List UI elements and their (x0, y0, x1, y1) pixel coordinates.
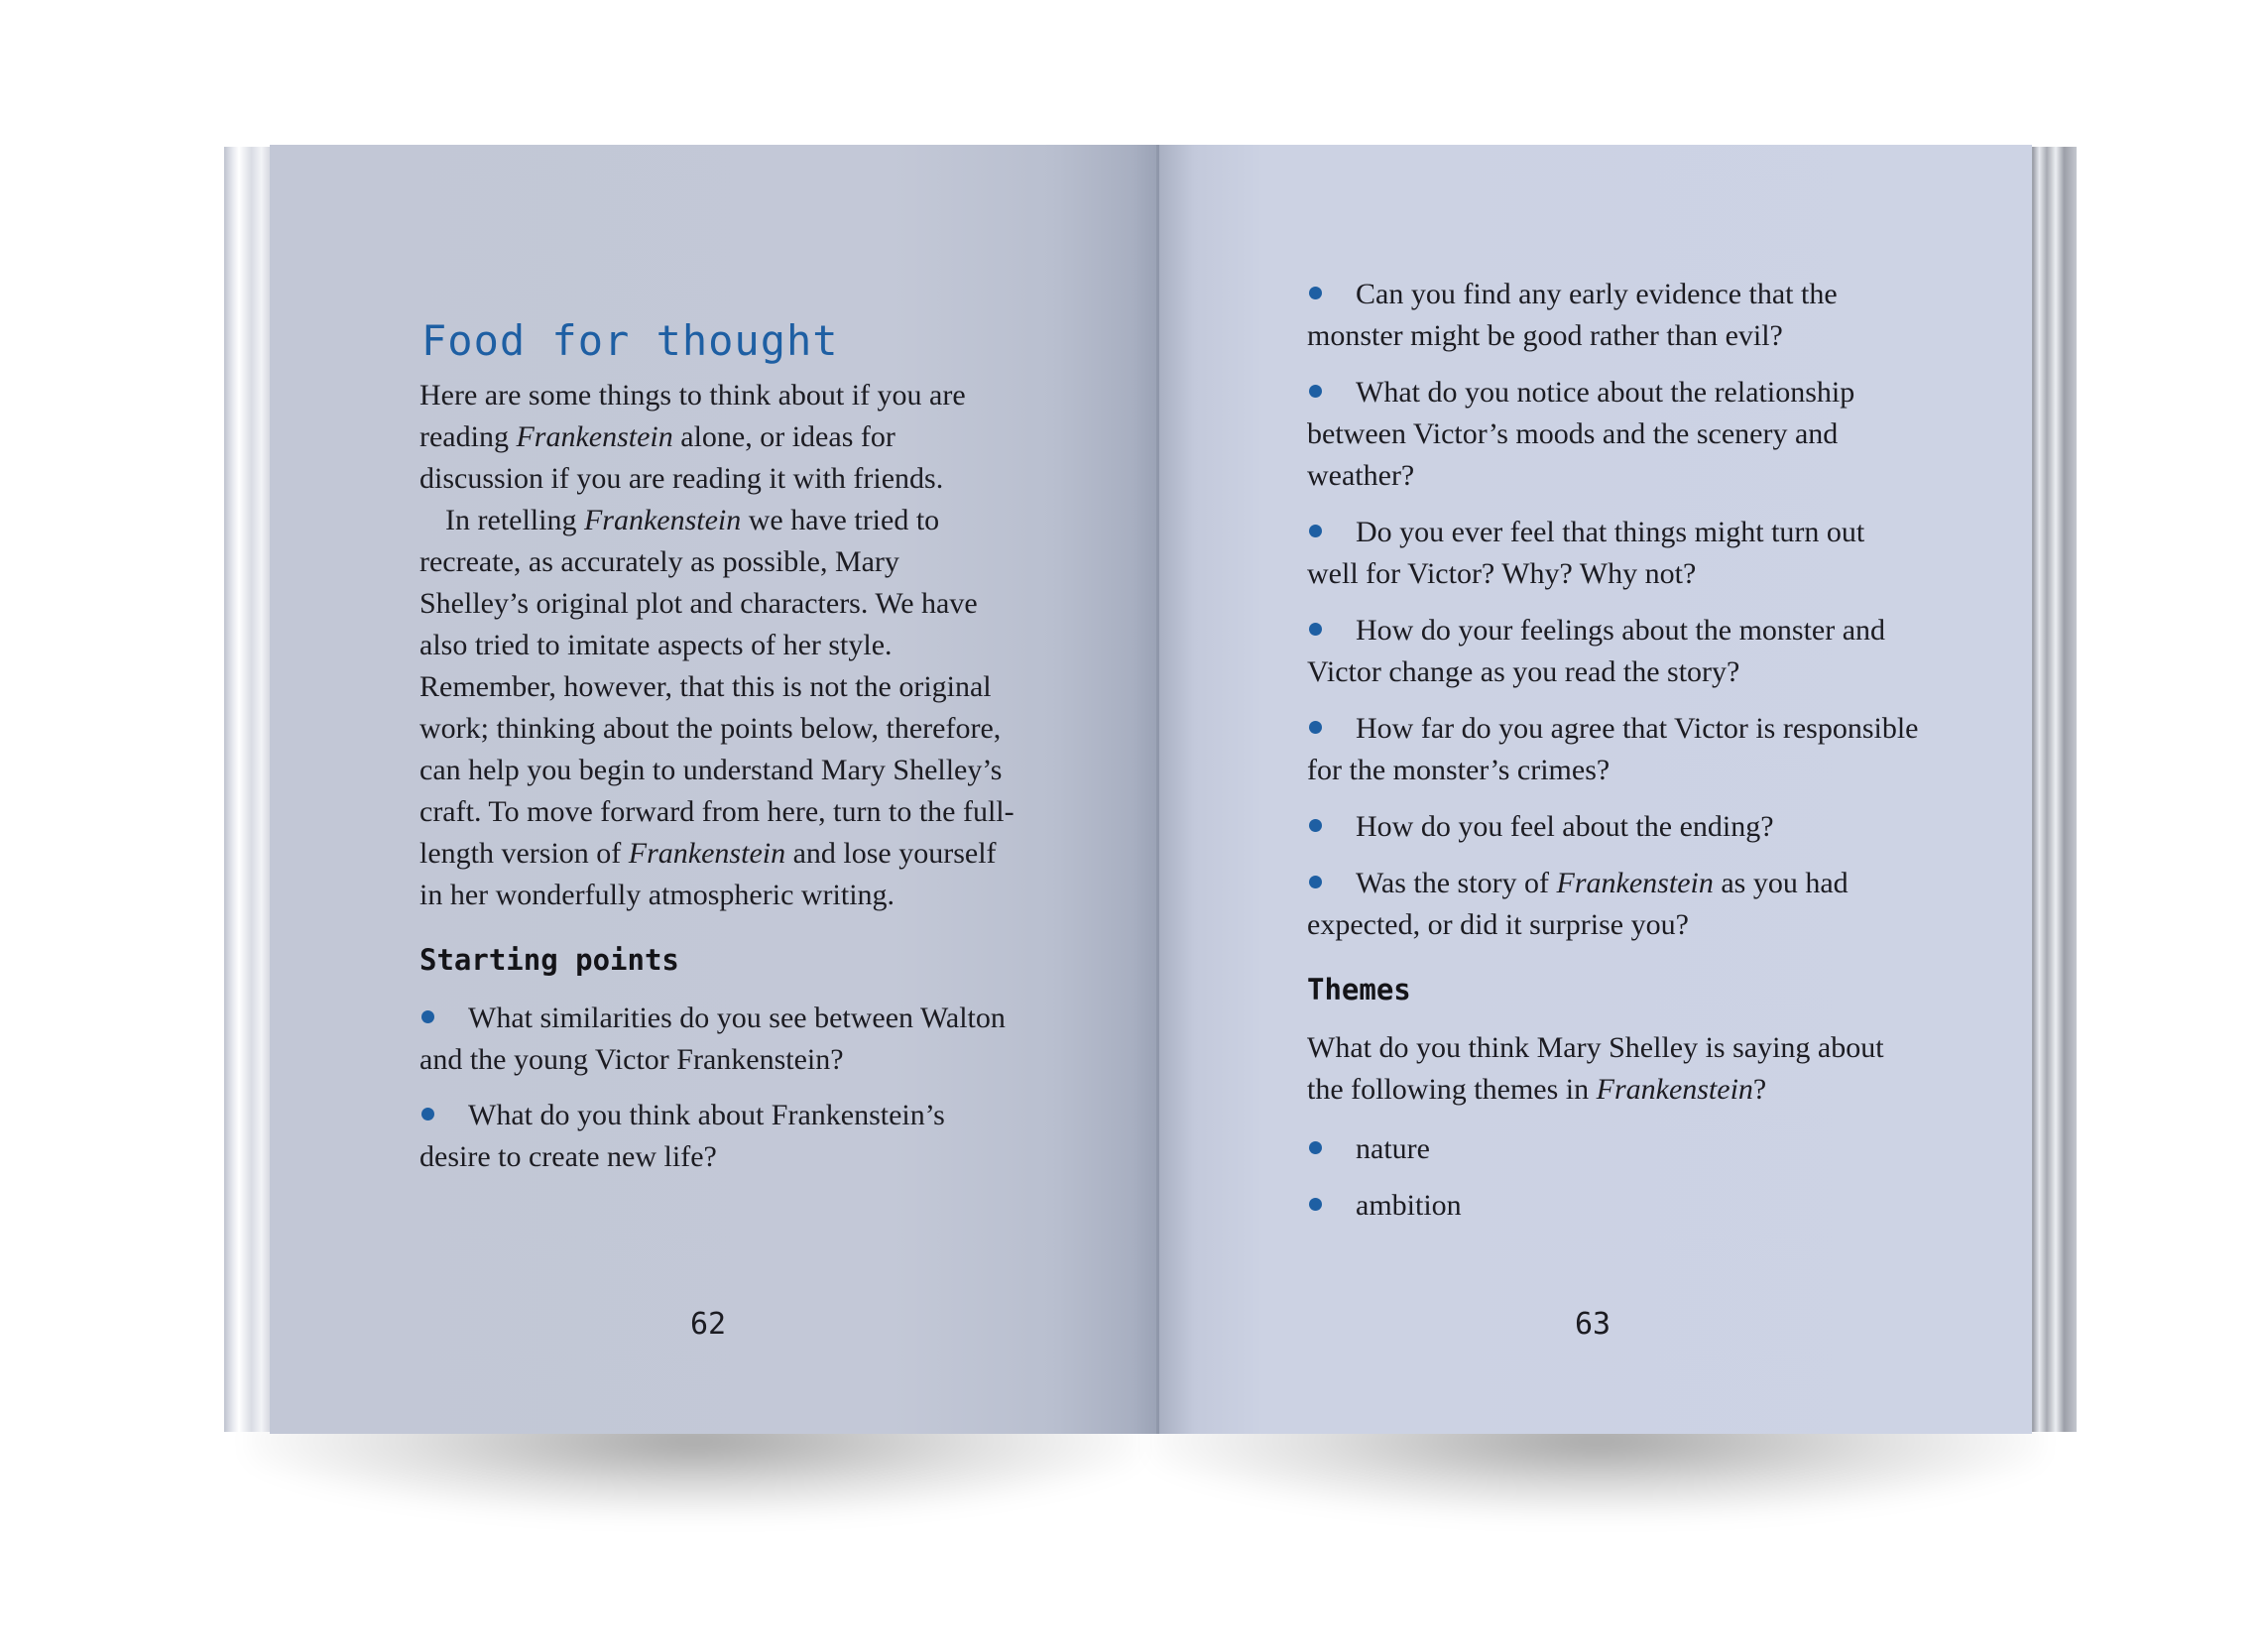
list-item: Can you find any early evidence that the monster might be good rather than evil? (1307, 278, 1838, 352)
bullet-dot-icon (1309, 525, 1322, 537)
list-item: nature (1307, 1128, 1922, 1170)
book-title: Frankenstein (516, 420, 673, 453)
list-item: How do you feel about the ending? (1307, 806, 1922, 848)
right-page-content (1307, 274, 1922, 1241)
book-gutter (1156, 145, 1159, 1434)
list-item: How do your feelings about the monster and Victor change as you read the story? (1307, 614, 1886, 688)
section-heading-themes: Themes (1307, 973, 1411, 1006)
page-title: Food for thought (421, 316, 839, 365)
book-title: Frankenstein (1556, 867, 1714, 899)
bullet-dot-icon (1309, 1198, 1322, 1211)
bullet-dot-icon (1309, 819, 1322, 832)
book-title: Frankenstein (628, 837, 786, 870)
list-item: ambition (1307, 1185, 1922, 1227)
bullet-dot-icon (421, 1108, 434, 1121)
page-number-right: 63 (1574, 1307, 1611, 1342)
page-edges-left (224, 147, 274, 1432)
book-title: Frankenstein (583, 504, 742, 536)
list-item: What do you notice about the relationship between Victor’s moods and the scenery and weather? (1307, 376, 1855, 492)
list-item: Was the story of Frankenstein as you had expected, or did it surprise you? (1307, 867, 1849, 941)
page-edges-right (2027, 147, 2077, 1432)
bullet-dot-icon (421, 1010, 434, 1023)
questions-list (1307, 274, 1922, 946)
list-item: How far do you agree that Victor is responsible for the monster’s crimes? (1307, 712, 1919, 786)
bullet-dot-icon (1309, 721, 1322, 734)
bullet-dot-icon (1309, 287, 1322, 299)
bullet-dot-icon (1309, 1141, 1322, 1154)
themes-intro: What do you think Mary Shelley is saying about the following themes in Frankenstein? (1307, 1031, 1884, 1106)
starting-points-list (419, 998, 1014, 1178)
section-heading-starting-points: Starting points (419, 943, 679, 977)
left-page-content (419, 307, 1014, 1192)
bullet-dot-icon (1309, 876, 1322, 888)
bullet-dot-icon (1309, 623, 1322, 636)
bullet-dot-icon (1309, 385, 1322, 398)
page-number-left: 62 (689, 1307, 727, 1342)
book-title: Frankenstein (1596, 1073, 1753, 1106)
list-item: Do you ever feel that things might turn out well for Victor? Why? Why not? (1307, 516, 1865, 590)
intro-paragraph-2: In retelling Frankenstein we have tried to recreate, as accurately as possible, Mary Shelley’s original plot and characters. We have also tried to imitate aspects of her style. Remember, however, that this is not the original work; thinking about the points below, therefore, can help you begin to understand Mary Shelley’s craft. To move forward from here, turn to the full-length version of Frankenstein and lose yourself in her wonderfully atmospheric writing. (419, 504, 1014, 911)
themes-list (1307, 1128, 1922, 1227)
intro-paragraph-1: Here are some things to think about if you are reading Frankenstein alone, or ideas for discussion if you are reading it with friends. (419, 379, 966, 495)
list-item: What similarities do you see between Walton and the young Victor Frankenstein? (419, 1002, 1006, 1076)
list-item: What do you think about Frankenstein’s desire to create new life? (419, 1099, 945, 1173)
